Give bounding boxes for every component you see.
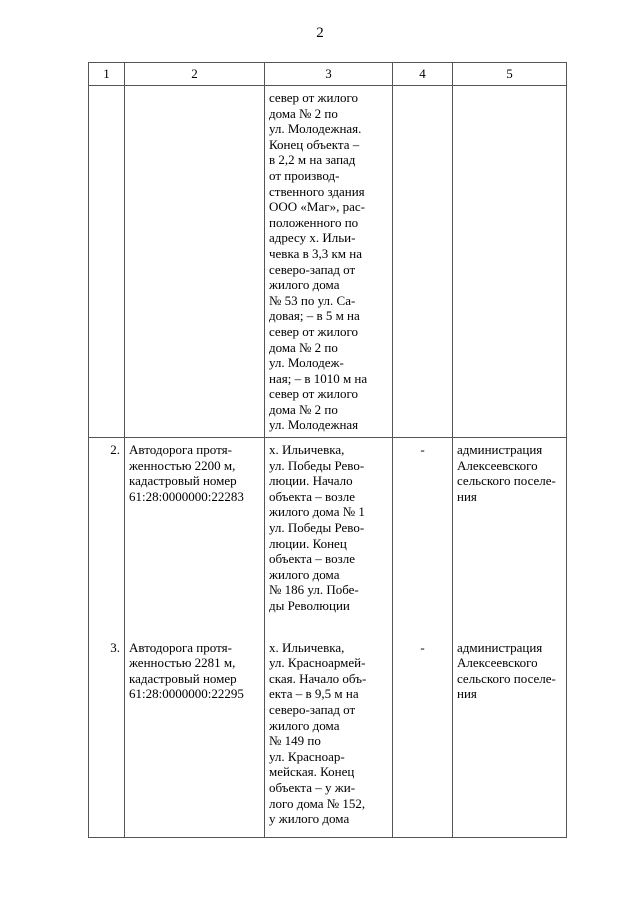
table-row bbox=[89, 86, 567, 438]
column-header-3: 3 bbox=[265, 63, 393, 86]
page-number: 2 bbox=[316, 25, 324, 41]
object-location: север от жилого дома № 2 по ул. Молодежная. Конец объекта – в 2,2 м на запад от производ- ственного здания ООО «Маг», рас- положенного по адресу х. Ильи- чевка в 3,3 км на северо-запад от жилого дома № 53 по ул. Са- довая; – в 5 м на север от жилого дома № 2 по ул. Молодеж- ная; – в 1010 м на север от жилого дома № 2 по ул. Молодежная bbox=[265, 86, 393, 438]
column-header-1: 1 bbox=[89, 63, 125, 86]
column-header-5: 5 bbox=[453, 63, 567, 86]
object-name: Автодорога протя- женностью 2200 м, кадастровый номер 61:28:0000000:22283 bbox=[125, 438, 265, 636]
row-number bbox=[89, 86, 125, 438]
object-owner: администрация Алексеевского сельского поселе- ния bbox=[453, 636, 567, 838]
column-4-value bbox=[393, 86, 453, 438]
header-row bbox=[89, 63, 567, 86]
object-owner bbox=[453, 86, 567, 438]
row-number: 3. bbox=[89, 636, 125, 838]
column-4-value: - bbox=[393, 438, 453, 636]
column-4-value: - bbox=[393, 636, 453, 838]
table-row bbox=[89, 636, 567, 838]
column-header-2: 2 bbox=[125, 63, 265, 86]
register-table bbox=[88, 62, 567, 838]
column-header-4: 4 bbox=[393, 63, 453, 86]
object-location: х. Ильичевка, ул. Победы Рево- люции. Начало объекта – возле жилого дома № 1 ул. Победы Рево- люции. Конец объекта – возле жилого дома № 186 ул. Побе- ды Революции bbox=[265, 438, 393, 636]
object-name: Автодорога протя- женностью 2281 м, кадастровый номер 61:28:0000000:22295 bbox=[125, 636, 265, 838]
object-name bbox=[125, 86, 265, 438]
table-row bbox=[89, 438, 567, 636]
object-owner: администрация Алексеевского сельского поселе- ния bbox=[453, 438, 567, 636]
row-number: 2. bbox=[89, 438, 125, 636]
object-location: х. Ильичевка, ул. Красноармей- ская. Начало объ- екта – в 9,5 м на северо-запад от жилого дома № 149 по ул. Красноар- мейская. Конец объекта – у жи- лого дома № 152, у жилого дома bbox=[265, 636, 393, 838]
